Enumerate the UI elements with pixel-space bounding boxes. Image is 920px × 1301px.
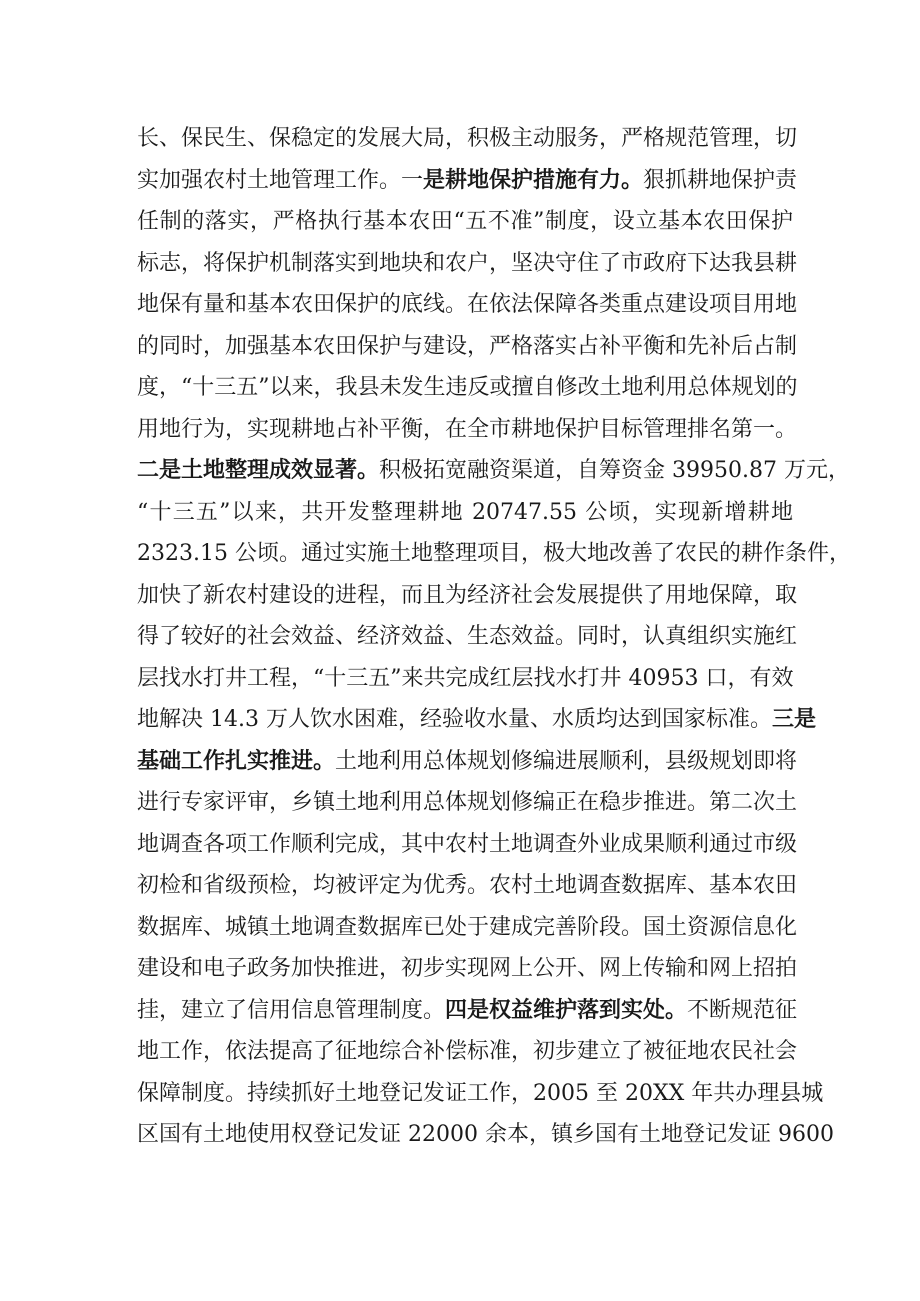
text-run: 加快了新农村建设的进程，而且为经济社会发展提供了用地保障，取 [137,582,798,608]
text-line [137,1031,798,1073]
text-run: 标志，将保护机制落实到地块和农户，坚决守住了市政府下达我县耕 [137,250,798,276]
text-line [137,367,798,409]
text-run: 2323.15 公顷。通过实施土地整理项目，极大地改善了农民的耕作条件， [137,541,851,566]
body-paragraph [137,118,851,1156]
text-run: 用地行为，实现耕地占补平衡，在全市耕地保护目标管理排名第一。 [137,416,798,442]
text-run: 积极拓宽融资渠道，自筹资金 39950.87 万元， [379,458,850,483]
text-run: 实加强农村土地管理工作。一 [137,167,424,193]
text-line [137,699,816,741]
text-run: 进行专家评审，乡镇土地利用总体规划修编正在稳步推进。第二次土 [137,790,798,815]
text-line [137,865,798,907]
bold-heading-run: 四是权益维护落到实处。 [445,996,688,1023]
text-line [137,409,798,451]
text-run: 狠抓耕地保护责 [643,167,798,193]
text-run: 建设和电子政务加快推进，初步实现网上公开、网上传输和网上招拍 [137,956,798,981]
text-run: 的同时，加强基本农田保护与建设，严格落实占补平衡和先补后占制 [137,333,798,359]
text-run: 地解决 14.3 万人饮水困难，经验收水量、水质均达到国家标准。 [137,707,772,732]
text-run: 数据库、城镇土地调查数据库已处于建成完善阶段。国土资源信息化 [137,914,798,940]
text-line [137,160,798,202]
text-line [137,284,798,326]
text-line [137,575,798,617]
text-run: 地工作，依法提高了征地综合补偿标准，初步建立了被征地农民社会 [137,1039,798,1064]
bold-heading-run: 是耕地保护措施有力。 [423,166,644,193]
text-run: 层找水打井工程，“十三五”来共完成红层找水打井 40953 口，有效 [137,665,794,691]
text-line [137,450,850,492]
text-run: “十三五”以来，共开发整理耕地 20747.55 公顷，实现新增耕地 [137,499,793,525]
text-run: 挂，建立了信用信息管理制度。 [137,997,446,1023]
text-run: 得了较好的社会效益、经济效益、生态效益。同时，认真组织实施红 [137,624,798,649]
text-line [137,907,798,949]
text-line [137,533,851,575]
text-line [137,658,793,700]
text-line [137,782,798,824]
text-run: 地调查各项工作顺利完成，其中农村土地调查外业成果顺利通过市级 [137,831,798,857]
text-line [137,948,798,990]
text-line [137,990,798,1032]
bold-heading-run: 基础工作扎实推进。 [137,747,336,774]
text-run: 保障制度。持续抓好土地登记发证工作，2005 至 20XX 年共办理县城 [137,1080,824,1106]
text-line [137,1114,834,1156]
text-line [137,1073,824,1115]
bold-heading-run: 三是 [771,706,816,732]
text-run: 土地利用总体规划修编进展顺利，县级规划即将 [335,748,798,774]
text-run: 初检和省级预检，均被评定为优秀。农村土地调查数据库、基本农田 [137,873,798,898]
text-run: 区国有土地使用权登记发证 22000 余本，镇乡国有土地登记发证 9600 [137,1122,834,1147]
text-line [137,243,798,285]
bold-heading-run: 二是土地整理成效显著。 [137,457,380,483]
text-line [137,616,798,658]
text-line [137,824,798,866]
text-line [137,201,793,243]
text-run: 度，“十三五”以来，我县未发生违反或擅自修改土地利用总体规划的 [137,375,798,400]
text-line [137,326,798,368]
text-run: 任制的落实，严格执行基本农田“五不准”制度，设立基本农田保护 [137,209,793,234]
text-run: 地保有量和基本农田保护的底线。在依法保障各类重点建设项目用地 [137,292,798,317]
text-line [137,118,798,160]
text-run: 长、保民生、保稳定的发展大局，积极主动服务，严格规范管理，切 [137,126,798,151]
text-line [137,492,793,534]
text-run: 不断规范征 [687,997,798,1023]
text-line [137,741,798,783]
